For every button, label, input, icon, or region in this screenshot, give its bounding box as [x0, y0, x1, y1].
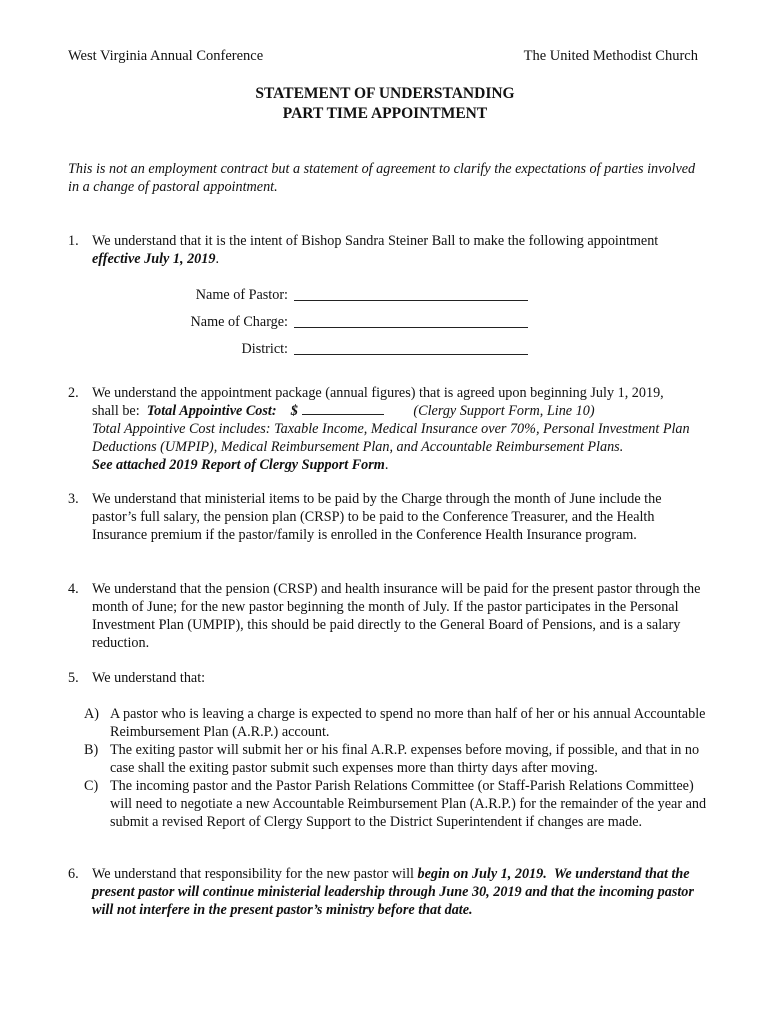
pastor-name-field[interactable]: [294, 300, 528, 301]
item-6-begin-date: begin on July 1, 2019.: [417, 866, 547, 882]
sub-c-text: The incoming pastor and the Pastor Parish Relations Committee (or Staff-Parish Relations Committee) will need to negotiate a new Accountable Reimbursement Plan (A.R.P.) for the remainder of the year and submit a revised Report of Clergy Support to the District Superintendent if changes are made.: [110, 778, 707, 830]
item-1-effective-date: effective July 1, 2019: [92, 251, 216, 267]
item-5-sub-c: [84, 777, 708, 831]
sub-a-text: A pastor who is leaving a charge is expected to spend no more than half of her or his annual Accountable Reimbursement Plan (A.R.P.) account.: [110, 706, 706, 740]
clergy-support-reference: (Clergy Support Form, Line 10): [413, 403, 595, 419]
title-line-2: PART TIME APPOINTMENT: [282, 105, 488, 122]
item-5-text: We understand that:: [92, 670, 206, 686]
total-cost-field[interactable]: [302, 402, 384, 415]
pastor-name-label: Name of Pastor:: [195, 287, 288, 303]
item-1: [68, 232, 708, 268]
sub-c-letter: C): [84, 778, 99, 794]
item-6-leadership-text: We understand that the present pastor will continue ministerial leadership through June 30, 2019 and that the incoming pastor will not interfere in the present pastor’s ministry before that date.: [92, 866, 694, 918]
sub-b-text: The exiting pastor will submit her or his final A.R.P. expenses before moving, if possible, and that in no case shall the exiting pastor submit such expenses more than thirty days after moving.: [110, 742, 700, 776]
pastor-name-row: [158, 284, 538, 311]
item-2-line-1: We understand the appointment package (annual figures) that is agreed upon beginning July 1, 2019,: [92, 385, 664, 401]
district-field[interactable]: [294, 354, 528, 355]
item-6: [68, 865, 708, 919]
item-3-text: We understand that ministerial items to be paid by the Charge through the month of June include the pastor’s full salary, the pension plan (CRSP) to be paid to the Conference Treasurer, and the Health Insurance premium if the pastor/family is enrolled in the Conference Health Insurance program.: [92, 491, 662, 543]
item-3-number: 3.: [68, 491, 79, 507]
item-4-text: We understand that the pension (CRSP) and health insurance will be paid for the present pastor through the month of June; for the new pastor beginning the month of July. If the pastor participates in the Personal Investment Plan (UMPIP), this should be paid directly to the General Board of Pensions, and is a salary reduction.: [92, 581, 701, 651]
item-2-tail: .: [384, 457, 389, 473]
item-5: [68, 669, 708, 687]
district-label: District:: [241, 341, 288, 357]
item-3: [68, 490, 708, 544]
charge-name-label: Name of Charge:: [190, 314, 288, 330]
item-1-number: 1.: [68, 233, 79, 249]
item-2-number: 2.: [68, 385, 79, 401]
see-attached-text: See attached 2019 Report of Clergy Support Form: [92, 457, 385, 473]
charge-name-row: [158, 311, 538, 338]
charge-name-field[interactable]: [294, 327, 528, 328]
item-1-text: We understand that it is the intent of Bishop Sandra Steiner Ball to make the following appointment: [92, 233, 659, 249]
sub-a-letter: A): [84, 706, 99, 722]
item-2: [68, 384, 708, 474]
item-4-number: 4.: [68, 581, 79, 597]
item-5-sub-a: [84, 705, 708, 741]
dollar-sign: $: [290, 403, 298, 419]
header-right: The United Methodist Church: [523, 48, 698, 64]
appointment-fields: [158, 284, 538, 365]
item-5-number: 5.: [68, 670, 79, 686]
item-6-number: 6.: [68, 866, 79, 882]
sub-b-letter: B): [84, 742, 99, 758]
item-2-shall-be: shall be:: [92, 403, 140, 419]
item-5-sub-b: [84, 741, 708, 777]
intro-paragraph: This is not an employment contract but a statement of agreement to clarify the expectations of parties involved in a change of pastoral appointment.: [68, 161, 696, 195]
item-6-text: We understand that responsibility for the new pastor will: [92, 866, 414, 882]
document-title: [0, 84, 770, 124]
district-row: [158, 338, 538, 365]
item-4: [68, 580, 708, 652]
cost-includes-text: Total Appointive Cost includes: Taxable Income, Medical Insurance over 70%, Personal Investment Plan Deductions (UMPIP), Medical Reimbursement Plan, and Accountable Reimbursement Plans.: [92, 421, 690, 455]
title-line-1: STATEMENT OF UNDERSTANDING: [255, 85, 515, 102]
item-1-tail: .: [215, 251, 219, 267]
total-appointive-cost-label: Total Appointive Cost:: [146, 403, 277, 419]
header-left: West Virginia Annual Conference: [68, 48, 264, 64]
